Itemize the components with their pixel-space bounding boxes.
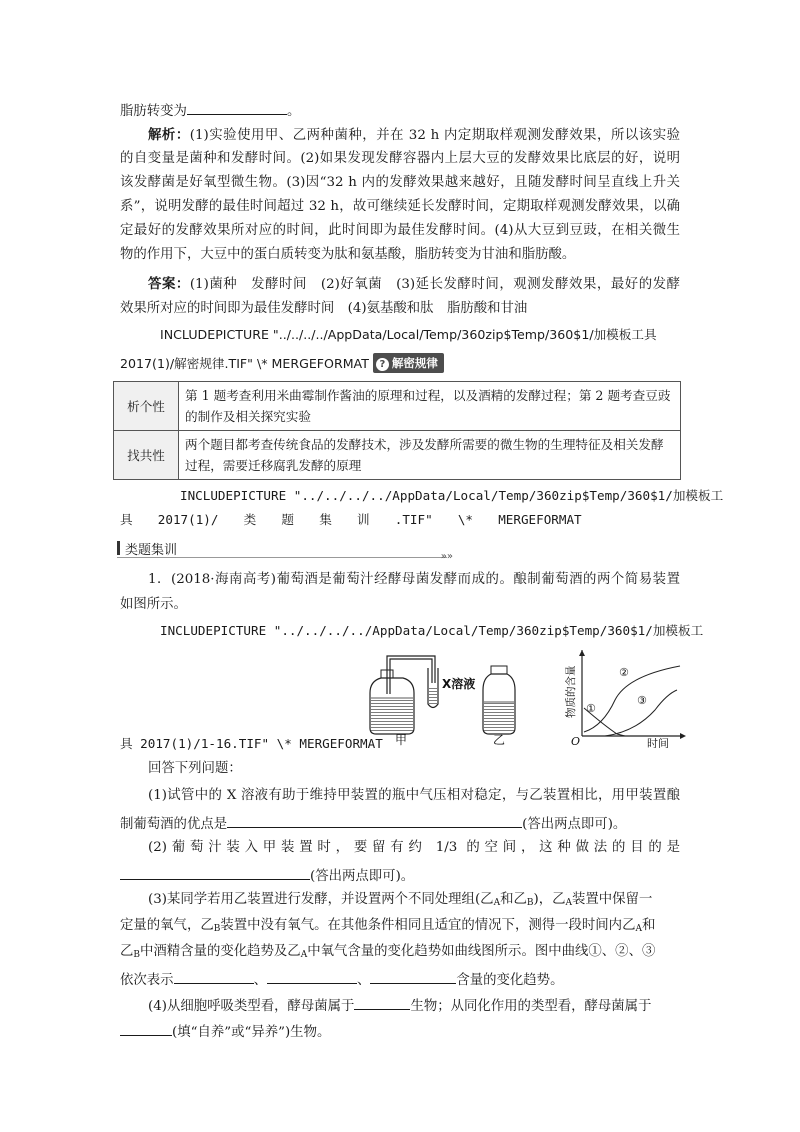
includepicture-3-line-2: 具 2017(1)/1-16.TIF" \* MERGEFORMAT	[120, 736, 383, 751]
intro-prefix: 脂肪转变为	[120, 104, 187, 119]
x-solution-label: X溶液	[442, 677, 476, 691]
bottle-yi-icon	[483, 666, 515, 734]
question-icon: ?	[376, 358, 389, 371]
q3-line-4	[120, 969, 680, 990]
section-title: 类题集训	[125, 543, 178, 558]
table-head-cell: 析个性	[114, 382, 179, 431]
includepicture-2-line-1: INCLUDEPICTURE "../../../../AppData/Local/Temp/360zip$Temp/360$1/加模板工	[180, 488, 724, 503]
decode-rules-label: 解密规律	[391, 356, 438, 370]
analysis-line-1	[148, 126, 680, 145]
question-line-2: 如图所示。	[120, 597, 187, 612]
table-head-cell: 找共性	[114, 431, 179, 480]
table-text-cell: 第 1 题考查利用米曲霉制作酱油的原理和过程，以及酒精的发酵过程；第 2 题考查豆豉的制作及相关探究实验	[179, 382, 681, 431]
prompt-line: 回答下列问题：	[148, 761, 242, 776]
curve-graph	[579, 650, 686, 739]
q1-line-1: (1)试管中的 X 溶液有助于维持甲装置的瓶中气压相对稳定，与乙装置相比，用甲装置酿	[148, 788, 680, 803]
intro-suffix: 。	[286, 104, 301, 119]
includepicture-1-text: 2017(1)/解密规律.TIF" \* MERGEFORMAT	[120, 356, 369, 371]
q4-text: 生物；从同化作用的类型看，酵母菌属于	[410, 999, 652, 1014]
q4-text: (填“自养”或“异养”)生物。	[172, 1025, 331, 1040]
q4-line-1	[148, 995, 680, 1016]
q3-text: )，乙	[533, 892, 566, 907]
q2-suffix: (答出两点即可)。	[310, 869, 415, 884]
q4-blank-2[interactable]	[120, 1021, 172, 1036]
answer-line-2: 效果所对应的时间即为最佳发酵时间 (4)氨基酸和肽 脂肪酸和甘油	[120, 301, 528, 316]
subscript-a: A	[635, 924, 642, 934]
analysis-line-3: 该发酵菌是好氧型微生物。(3)因“32 h 内的发酵效果越来越好，且随发酵时间呈直线上升关	[120, 175, 680, 190]
yi-label: 乙	[493, 733, 506, 747]
double-chevron-icon: »»	[440, 551, 453, 562]
q1-suffix: (答出两点即可)。	[522, 817, 627, 832]
q3-blank-1[interactable]	[174, 969, 254, 984]
analysis-line-6: 物的作用下，大豆中的蛋白质转变为肽和氨基酸，脂肪转变为甘油和脂肪酸。	[120, 247, 576, 262]
analysis-line-5: 定最好的发酵效果所对应的时间，此时间即为最佳发酵时间。(4)从大豆到豆豉，在相关微生	[120, 223, 680, 238]
table-row	[114, 382, 681, 431]
q3-text: 中氧气含量的变化趋势如曲线图所示。图中曲线①、②、③	[307, 944, 656, 959]
q3-sep: 、	[253, 973, 267, 988]
subscript-a: A	[300, 950, 308, 960]
analysis-label: 解析：	[148, 127, 190, 143]
q3-sep: 、	[356, 973, 371, 988]
q3-text: 和乙	[500, 892, 527, 907]
curve-2-line	[584, 666, 680, 732]
q1-prefix: 制葡萄酒的优点是	[120, 817, 228, 832]
curve-3-label: ③	[637, 694, 647, 707]
includepicture-3-line-1: INCLUDEPICTURE "../../../../AppData/Local/Temp/360zip$Temp/360$1/加模板工	[160, 623, 704, 638]
table-row	[114, 431, 681, 480]
subscript-a: A	[565, 898, 572, 908]
q3-text: 乙	[120, 944, 134, 959]
question-line-1: 1．(2018·海南高考)葡萄酒是葡萄汁经酵母菌发酵而成的。酿制葡萄酒的两个简易装置	[148, 572, 680, 587]
q2-line-2	[120, 865, 680, 886]
subscript-b: B	[526, 898, 534, 908]
q4-blank-1[interactable]	[354, 995, 410, 1010]
answer-text-1: (1)菌种 发酵时间 (2)好氧菌 (3)延长发酵时间，观测发酵效果，最好的发酵	[189, 277, 681, 292]
q3-text: 定量的氧气，乙	[120, 918, 214, 933]
q2-answer-blank[interactable]	[120, 865, 310, 880]
subscript-a: A	[493, 898, 501, 908]
q3-text: 装置中没有氧气。在其他条件相同且适宜的情况下，测得一段时间内乙	[220, 918, 636, 933]
q3-line-3	[120, 943, 680, 964]
includepicture-2-line-2: 具 2017(1)/ 类 题 集 训 .TIF" \* MERGEFORMAT	[120, 512, 582, 527]
analysis-line-4: 系”，说明发酵的最佳时间超过 32 h，故可继续延长发酵时间，定期取样观测发酵效果，以确	[120, 199, 680, 214]
section-marker-icon	[117, 541, 120, 555]
q3-text: (3)某同学若用乙装置进行发酵，并设置两个不同处理组(乙	[148, 892, 494, 907]
law-table	[113, 381, 681, 480]
intro-line	[120, 100, 680, 121]
q3-text: 含量的变化趋势。	[456, 973, 564, 988]
answer-line-1	[148, 275, 680, 294]
jia-label: 甲	[395, 733, 408, 747]
q2-line-1: (2)葡萄汁装入甲装置时，要留有约 1/3 的空间，这种做法的目的是	[148, 840, 680, 855]
includepicture-1-line-1: INCLUDEPICTURE "../../../../AppData/Local/Temp/360zip$Temp/360$1/加模板工具	[160, 327, 657, 342]
table-text-cell: 两个题目都考查传统食品的发酵技术，涉及发酵所需要的微生物的生理特征及相关发酵过程，需要迁移腐乳发酵的原理	[179, 431, 681, 480]
q3-text: 装置中保留一	[572, 892, 653, 907]
q3-text: 中酒精含量的变化趋势及乙	[140, 944, 301, 959]
curve-2-label: ②	[619, 666, 629, 679]
analysis-text-1: (1)实验使用甲、乙两种菌种，并在 32 h 内定期取样观测发酵效果，所以该实验	[189, 128, 681, 143]
subscript-b: B	[133, 950, 141, 960]
q1-line-2	[120, 813, 680, 834]
subscript-b: B	[213, 924, 221, 934]
q3-text: 和	[641, 918, 656, 933]
section-header	[117, 538, 453, 562]
answer-label: 答案：	[148, 276, 190, 292]
graph-ylabel: 物质的含量	[565, 665, 577, 718]
decode-rules-badge	[373, 353, 444, 373]
analysis-line-2: 的自变量是菌种和发酵时间。(2)如果发现发酵容器内上层大豆的发酵效果比底层的好，说明	[120, 151, 680, 166]
q4-line-2	[120, 1021, 680, 1042]
q3-line-1	[148, 891, 680, 912]
graph-origin: O	[571, 735, 581, 748]
section-rule	[117, 557, 447, 558]
bottle-jia-icon	[370, 656, 438, 734]
apparatus-figure	[365, 648, 690, 748]
answer-blank[interactable]	[187, 100, 287, 115]
curve-1-label: ①	[586, 702, 596, 715]
q3-line-2	[120, 917, 680, 938]
includepicture-1-line-2	[120, 353, 680, 373]
q3-text: 依次表示	[120, 973, 174, 988]
q4-text: (4)从细胞呼吸类型看，酵母菌属于	[148, 999, 355, 1014]
q3-blank-3[interactable]	[370, 969, 456, 984]
q1-answer-blank[interactable]	[227, 813, 522, 828]
graph-xlabel: 时间	[647, 737, 669, 748]
q3-blank-2[interactable]	[267, 969, 357, 984]
